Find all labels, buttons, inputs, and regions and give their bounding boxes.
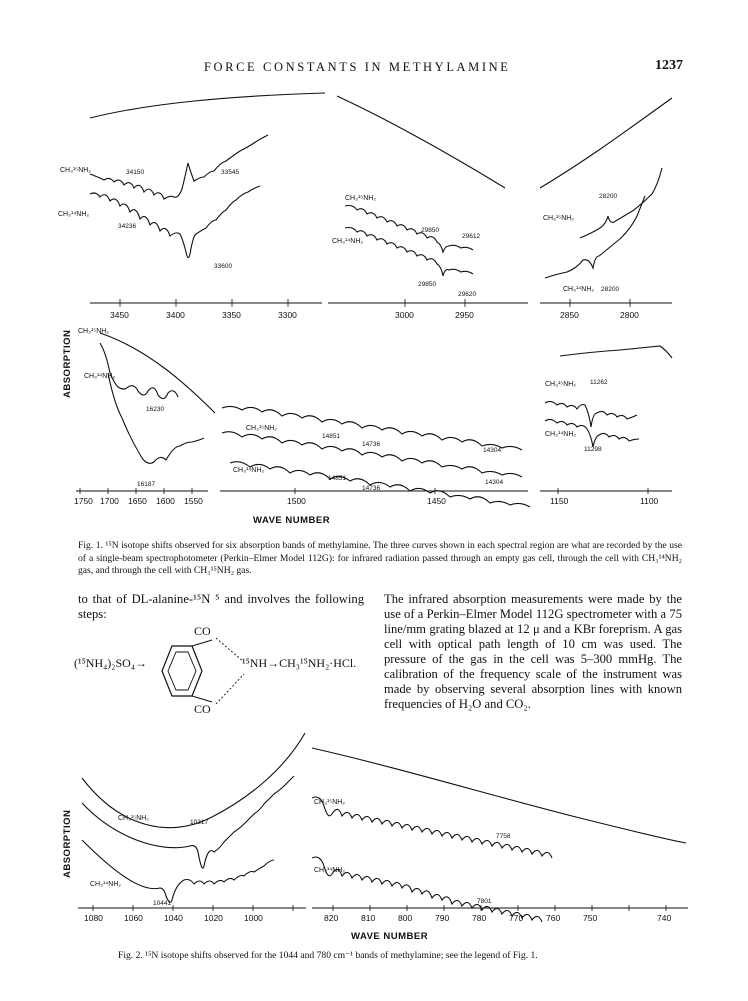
scheme-reactant: (¹⁵NH₄)₂SO₄→: [74, 656, 147, 670]
n15-curve: [345, 206, 473, 253]
series-label-n15: CH₃¹⁵NH₂: [543, 215, 575, 222]
empty-cell-curve: [540, 98, 672, 188]
n14-curve: [90, 186, 260, 258]
tick-label: 1750: [74, 496, 93, 506]
series-label-n15: CH₃¹⁵NH₂: [60, 167, 92, 174]
empty-cell-curve: [100, 333, 215, 413]
n14-curve: [345, 228, 473, 277]
fig1-upper-panel-a: [90, 93, 325, 307]
n15-curve: [580, 168, 662, 238]
series-label-n14: CH₃¹⁴NH₂: [233, 467, 265, 474]
n14-curve: [108, 373, 204, 463]
empty-cell-curve: [337, 96, 505, 188]
fig1-upper-panel-c: [540, 98, 672, 307]
tick-label: 1600: [156, 496, 175, 506]
series-label-n15: CH₃¹⁵NH₂: [314, 799, 346, 806]
series-label-n15: CH₃¹⁵NH₂: [345, 195, 377, 202]
tick-label: 750: [583, 913, 598, 923]
peak-label: 14304: [483, 447, 502, 454]
tick-label: 1500: [287, 496, 306, 506]
benzene-ring-icon: [152, 636, 222, 706]
peak-label: 28200: [601, 286, 620, 293]
series-label-n15: CH₃¹⁵NH₂: [246, 425, 278, 432]
peak-label: 10317: [190, 819, 209, 826]
scheme-bottom-group: CO: [194, 702, 211, 716]
peak-label: 16187: [137, 481, 156, 488]
tick-label: 2800: [620, 310, 639, 320]
scheme-top-group: CO: [194, 624, 211, 638]
fig1-lower-panel-c: [540, 346, 672, 494]
tick-label: 1550: [184, 496, 203, 506]
peak-label: 29620: [458, 291, 477, 298]
peak-label: 33600: [214, 263, 233, 270]
n15-curve: [545, 401, 637, 427]
series-label-n14: CH₃¹⁴NH₂: [545, 431, 577, 438]
tick-label: 3350: [222, 310, 241, 320]
tick-label: 1650: [128, 496, 147, 506]
tick-label: 800: [398, 913, 413, 923]
n15-curve: [312, 797, 552, 858]
peak-label: 28200: [599, 193, 618, 200]
series-label-n14: CH₃¹⁴NH₂: [563, 286, 595, 293]
y-axis-label: ABSORPTION: [62, 329, 73, 398]
tick-label: 770: [509, 913, 524, 923]
peak-label: 14851: [322, 433, 341, 440]
n15-curve: [82, 776, 294, 868]
reaction-scheme: [74, 624, 374, 724]
n15-curve: [222, 432, 522, 477]
tick-label: 2950: [455, 310, 474, 320]
tick-label: 1060: [124, 913, 143, 923]
tick-label: 3400: [166, 310, 185, 320]
tick-label: 810: [361, 913, 376, 923]
tick-label: 1700: [100, 496, 119, 506]
n14-curve: [82, 840, 274, 902]
tick-label: 3450: [110, 310, 129, 320]
peak-label: 16230: [146, 406, 165, 413]
figure-1-caption: Fig. 1. ¹⁵N isotope shifts observed for six absorption bands of methylamine. The three curves shown in each spectral region are what are recorded by the use of a single-beam spectrophotometer (Perkin–Elmer Model 112G): for infrared radiation passed through an empty gas cell, through the cell with CH₃¹⁴NH₂ gas, and through the cell with CH₃¹⁵NH₂ gas.: [78, 540, 682, 576]
tick-label: 780: [472, 913, 487, 923]
n14-curve: [545, 196, 645, 278]
series-label-n14: CH₃¹⁴NH₂: [314, 867, 346, 874]
running-title: FORCE CONSTANTS IN METHYLAMINE: [204, 60, 511, 74]
tick-label: 1000: [244, 913, 263, 923]
x-axis-label: WAVE NUMBER: [253, 515, 331, 526]
figure-2-caption: Fig. 2. ¹⁵N isotope shifts observed for the 1044 and 780 cm⁻¹ bands of methylamine; see the legend of Fig. 1.: [118, 950, 538, 961]
peak-label: 29850: [421, 227, 440, 234]
peak-label: 11298: [584, 446, 602, 453]
tick-label: 1040: [164, 913, 183, 923]
peak-label: 10441: [153, 900, 172, 907]
tick-label: 3300: [278, 310, 297, 320]
peak-label: 34236: [118, 223, 137, 230]
empty-cell-curve: [312, 748, 686, 843]
y-axis-label: ABSORPTION: [62, 809, 73, 878]
fig1-lower-panel-a: [76, 333, 215, 494]
tick-label: 790: [435, 913, 450, 923]
tick-label: 1020: [204, 913, 223, 923]
series-label-n15: CH₃¹⁵NH₂: [118, 815, 150, 822]
tick-label: 1080: [84, 913, 103, 923]
tick-label: 1150: [550, 496, 569, 506]
running-header: [0, 60, 748, 80]
empty-cell-curve: [82, 733, 305, 828]
series-label-n14: CH₃¹⁴NH₂: [332, 238, 364, 245]
tick-label: 820: [324, 913, 339, 923]
page-number: 1237: [655, 58, 683, 73]
scheme-product: ¹⁵NH→CH₃¹⁵NH₂·HCl.: [242, 656, 357, 670]
peak-label: 29850: [418, 281, 437, 288]
empty-cell-curve: [90, 93, 325, 118]
tick-label: 1450: [427, 496, 446, 506]
peak-label: 33545: [221, 169, 240, 176]
x-axis-label: WAVE NUMBER: [351, 931, 429, 942]
peak-label: 11262: [590, 379, 608, 386]
peak-label: 14736: [362, 485, 381, 492]
series-label-n14: CH₃¹⁴NH₂: [84, 373, 116, 380]
empty-cell-curve: [560, 346, 672, 358]
series-label-n15: CH₃¹⁵NH₂: [78, 328, 110, 335]
tick-label: 760: [546, 913, 561, 923]
right-column-text: The infrared absorption measurements were made by the use of a Perkin–Elmer Model 112G spectrometer with a 75 line/mm grating blazed at 12 μ and a KBr foreprism. A gas cell with optical path length of 10 cm was used. The pressure of the gas in the cell was 5–300 mmHg. The calibration of the frequency scale of the instrument was made by observing several absorption lines with known frequencies of H₂O and CO₂.: [384, 592, 682, 711]
peak-label: 29612: [462, 233, 481, 240]
peak-label: 7758: [496, 833, 511, 840]
figure-1: [0, 88, 748, 528]
series-label-n15: CH₃¹⁵NH₂: [545, 381, 577, 388]
tick-label: 740: [657, 913, 672, 923]
peak-label: 14851: [328, 475, 347, 482]
peak-label: 14304: [485, 479, 504, 486]
peak-label: 34150: [126, 169, 145, 176]
peak-label: 7801: [477, 898, 492, 905]
bracket-lines: [214, 636, 254, 706]
figure-2: [0, 728, 748, 946]
tick-label: 2850: [560, 310, 579, 320]
n14-curve: [312, 857, 542, 922]
series-label-n14: CH₃¹⁴NH₂: [58, 211, 90, 218]
tick-label: 3000: [395, 310, 414, 320]
left-column-text: to that of DL-alanine-¹⁵N ⁵ and involves the following steps:: [78, 592, 364, 621]
tick-label: 1100: [640, 496, 659, 506]
n15-curve: [90, 135, 268, 199]
peak-label: 14736: [362, 441, 381, 448]
series-label-n14: CH₃¹⁴NH₂: [90, 881, 122, 888]
